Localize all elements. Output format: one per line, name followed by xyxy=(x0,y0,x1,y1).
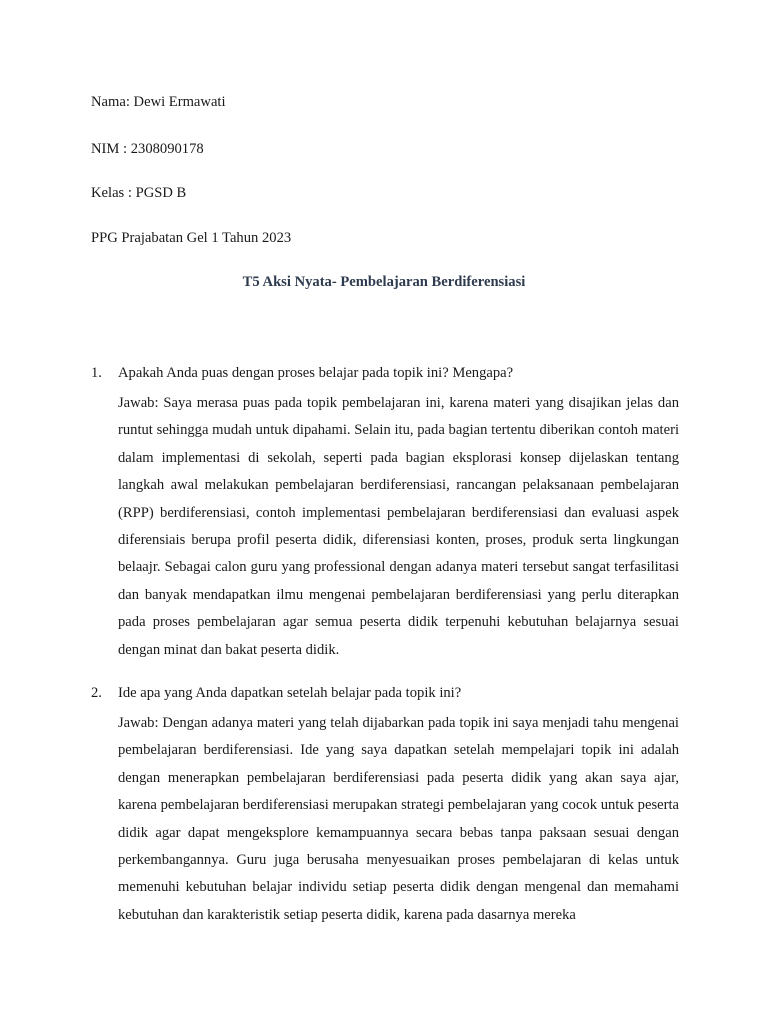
student-name: Nama: Dewi Ermawati xyxy=(91,94,226,110)
question-text: Ide apa yang Anda dapatkan setelah belajar pada topik ini? xyxy=(118,685,462,701)
answer-text: Jawab: Dengan adanya materi yang telah dijabarkan pada topik ini saya menjadi tahu mengenai pembelajaran berdiferensiasi. Ide yang saya dapatkan setelah mempelajari topik ini adalah dengan menerapkan pembelajaran berdiferensiasi pada peserta didik yang akan saya ajar, karena pembelajaran berdiferensiasi merupakan strategi pembelajaran yang cocok untuk peserta didik agar dapat mengeksplore kemampuannya secara bebas tanpa paksaan sesuai dengan perkembangannya. Guru juga berusaha menyesuaikan proses pembelajaran di kelas untuk memenuhi kebutuhan belajar individu setiap peserta didik dengan mengenal dan memahami kebutuhan dan karakteristik setiap peserta didik, karena pada dasarnya mereka xyxy=(118,715,679,923)
question-item-2 xyxy=(91,683,679,929)
answer-text: Jawab: Saya merasa puas pada topik pembelajaran ini, karena materi yang disajikan jelas dan runtut sehingga mudah untuk dipahami. Selain itu, pada bagian tertentu diberikan contoh materi dalam implementasi di sekolah, seperti pada bagian eksplorasi konsep dijelaskan tentang langkah awal melakukan pembelajaran berdiferensiasi, rancangan pelaksanaan pembelajaran (RPP) berdiferensiasi, contoh implementasi pembelajaran berdiferensiasi dan evaluasi aspek diferensiais berupa profil peserta didik, diferensiasi konten, proses, produk serta lingkungan belaajr. Sebagai calon guru yang professional dengan adanya materi tersebut sangat terfasilitasi dan banyak mendapatkan ilmu mengenai pembelajaran berdiferensiasi yang perlu diterapkan pada proses pembelajaran agar semua peserta didik terpenuhi kebutuhan belajarnya sesuai dengan minat dan bakat peserta didik. xyxy=(118,395,679,658)
question-text: Apakah Anda puas dengan proses belajar pada topik ini? Mengapa? xyxy=(118,365,514,381)
question-number: 1. xyxy=(91,365,102,381)
program-info: PPG Prajabatan Gel 1 Tahun 2023 xyxy=(91,230,292,246)
question-number: 2. xyxy=(91,685,102,701)
question-item-1 xyxy=(91,363,679,664)
document-title: T5 Aksi Nyata- Pembelajaran Berdiferensiasi xyxy=(242,274,526,290)
student-class: Kelas : PGSD B xyxy=(91,185,187,201)
student-nim: NIM : 2308090178 xyxy=(91,141,204,157)
